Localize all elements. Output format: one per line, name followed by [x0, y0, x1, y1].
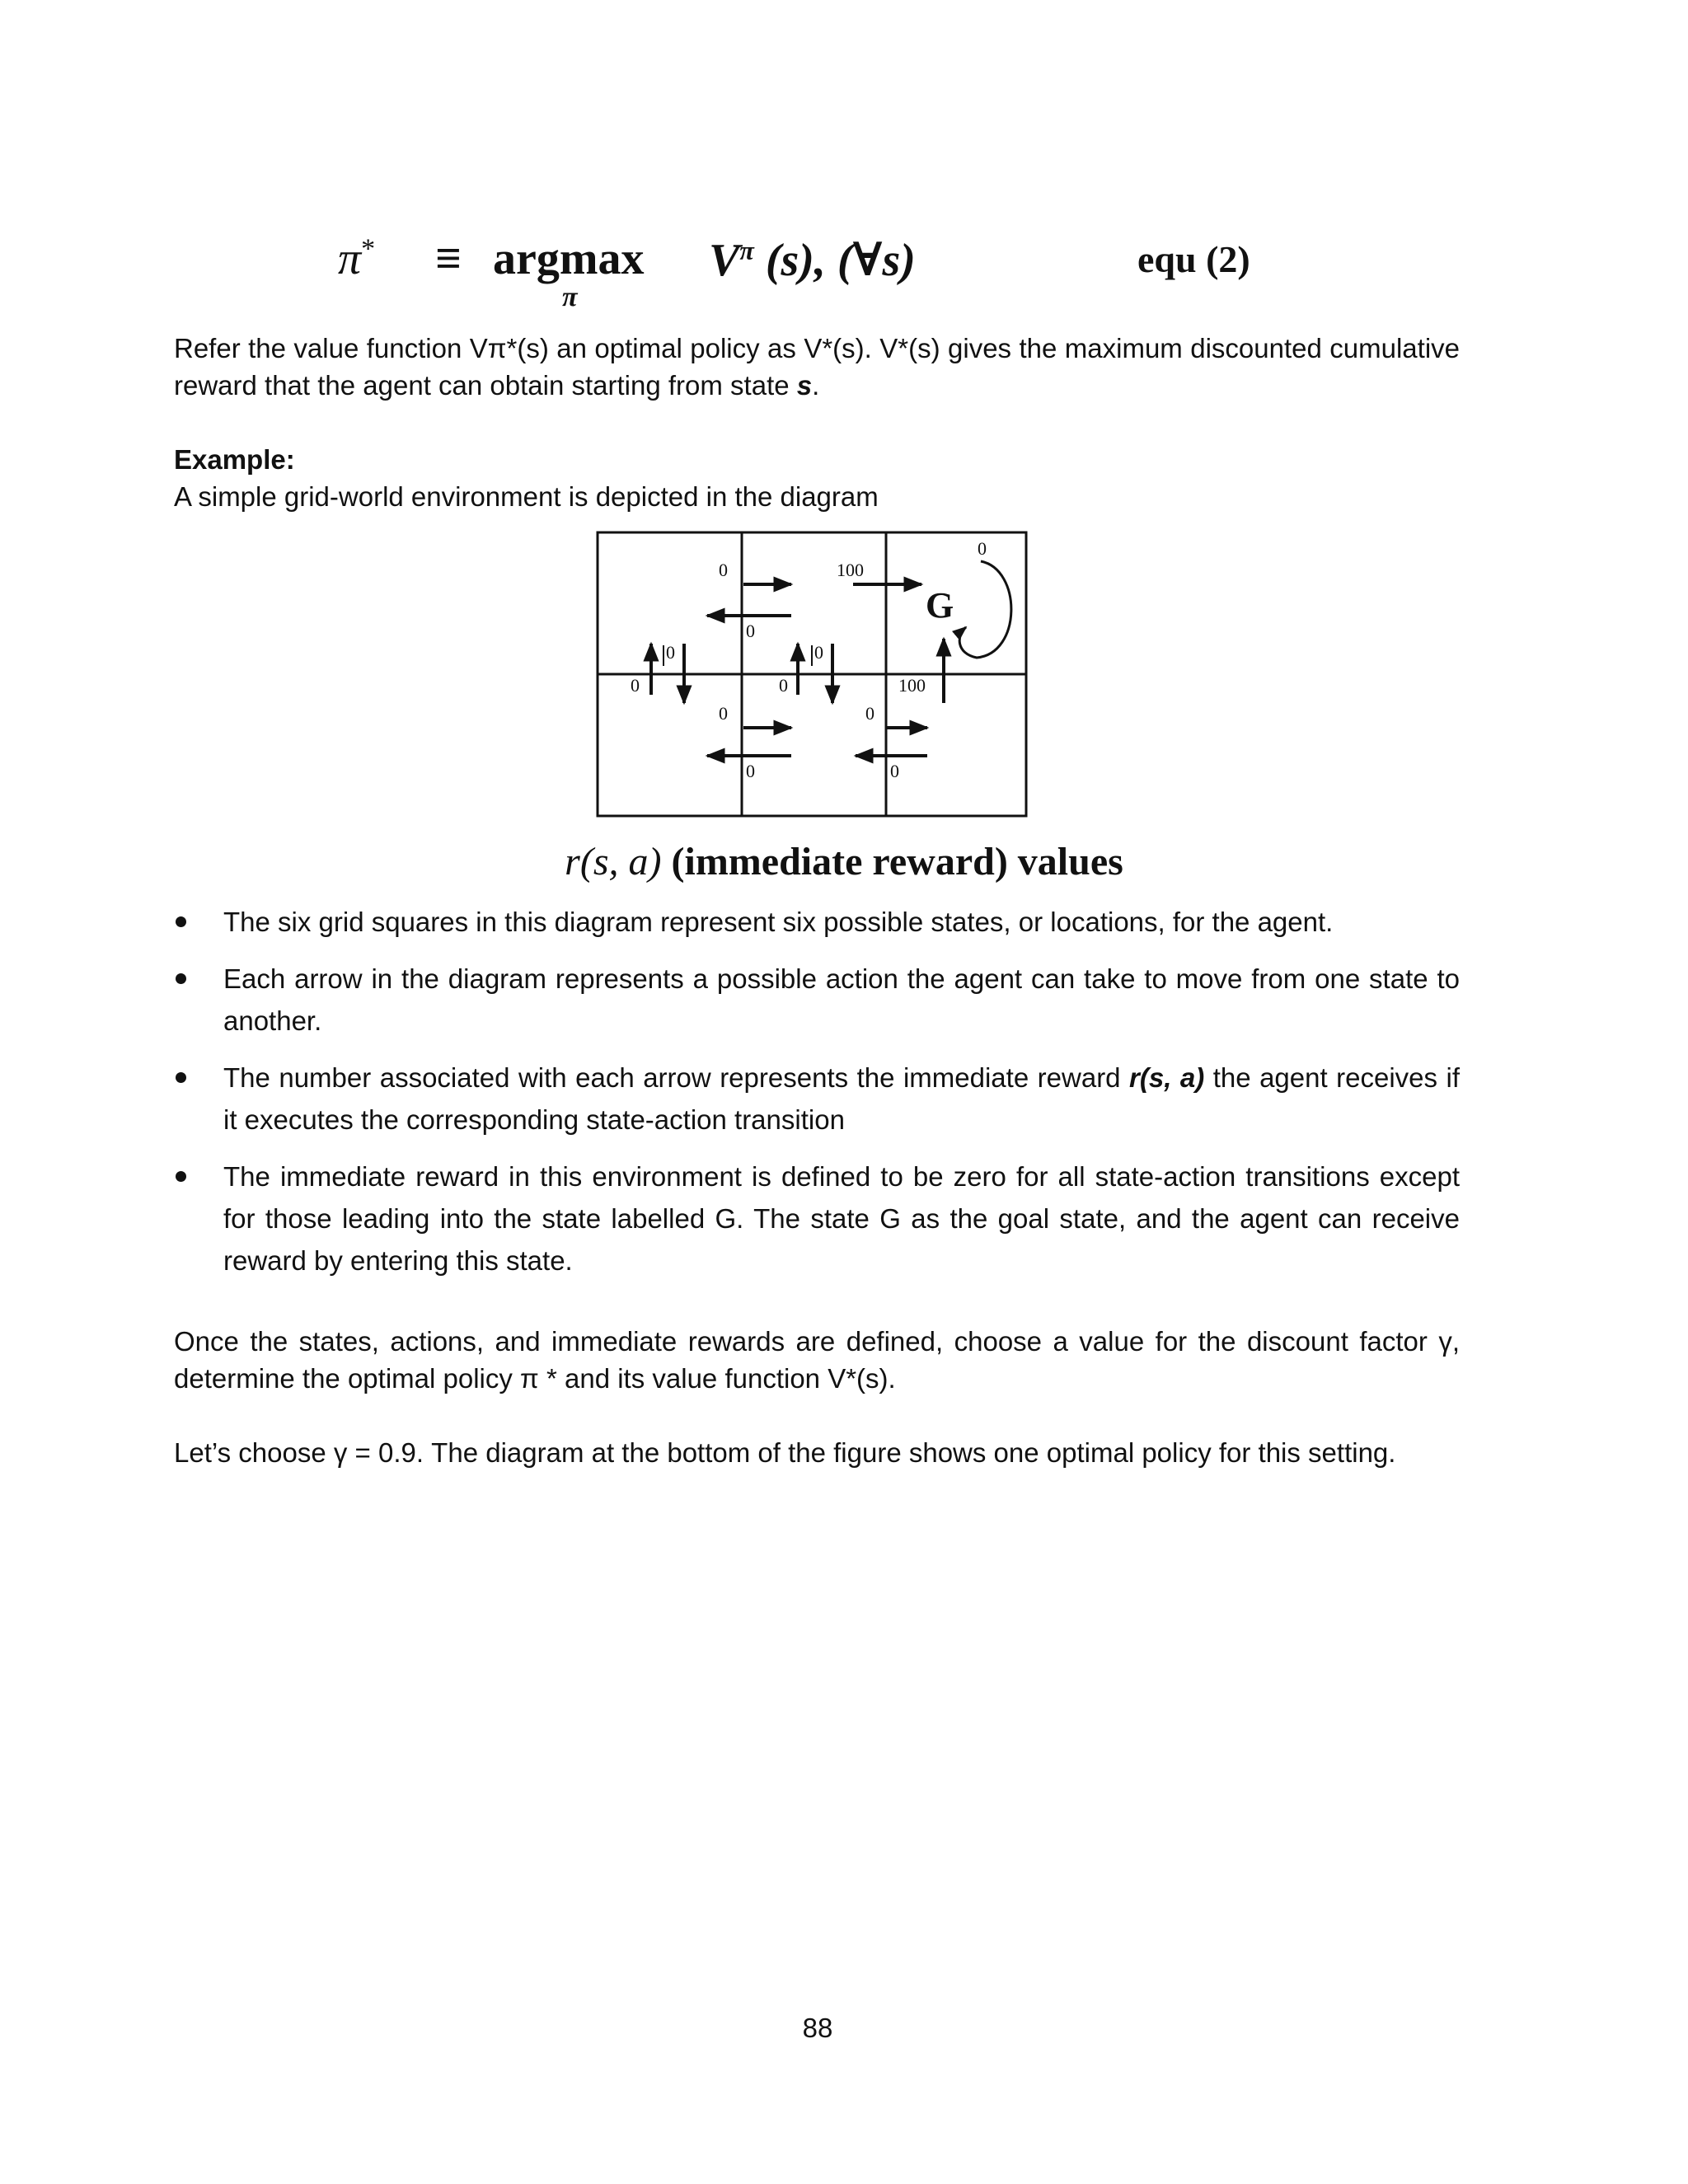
- goal-state-label: G: [926, 585, 954, 626]
- eq-equiv-sign: ≡: [435, 233, 462, 284]
- list-item: The number associated with each arrow represents the immediate reward r(s, a) the agent receives if it executes the corresponding state-action transition: [174, 1057, 1460, 1141]
- example-text: A simple grid-world environment is depicted in the diagram: [174, 481, 879, 512]
- intro-paragraph: Refer the value function Vπ*(s) an optimal policy as V*(s). V*(s) gives the maximum discounted cumulative reward that the agent can obtain starting from state s.: [174, 333, 1460, 401]
- grid-world-diagram: [593, 530, 1030, 818]
- reward-v1-up: 0: [666, 642, 675, 663]
- reward-bot-h2-right: 0: [865, 703, 874, 724]
- reward-goal-loop: 0: [978, 538, 987, 559]
- choose-gamma-paragraph: Let’s choose γ = 0.9. The diagram at the bottom of the figure shows one optimal policy for this setting.: [174, 1437, 1396, 1468]
- reward-v3-up: 100: [898, 675, 926, 696]
- reward-top-h1-right: 0: [719, 560, 728, 580]
- discount-paragraph: Once the states, actions, and immediate rewards are defined, choose a value for the discount factor γ, determine the optimal policy π * and its value function V*(s).: [174, 1326, 1460, 1394]
- page-number: 88: [802, 2013, 833, 2043]
- eq-argmax-subscript: π: [562, 282, 578, 312]
- arrow-goal-loop: [959, 561, 1011, 658]
- figure-caption: r(s, a) (immediate reward) values: [565, 840, 1123, 883]
- reward-top-h2-right: 100: [837, 560, 864, 580]
- example-heading: Example:: [174, 444, 295, 475]
- reward-bot-h1-left: 0: [746, 761, 755, 781]
- equation-2: [338, 232, 1294, 325]
- bullet-icon: [176, 916, 186, 927]
- list-item: Each arrow in the diagram represents a possible action the agent can take to move from one state to another.: [174, 958, 1460, 1042]
- list-item: The immediate reward in this environment is defined to be zero for all state-action transitions except for those leading into the state labelled G. The state G as the goal state, and the agent can receive reward by entering this state.: [174, 1155, 1460, 1282]
- bullet-icon: [176, 1072, 186, 1083]
- list-item: The six grid squares in this diagram represent six possible states, or locations, for the agent.: [174, 901, 1460, 943]
- eq-label: equ (2): [1137, 238, 1250, 280]
- bullet-list: [174, 901, 1460, 1296]
- bullet-icon: [176, 973, 186, 984]
- reward-top-h1-left: 0: [746, 621, 755, 641]
- reward-v2-up: 0: [814, 642, 823, 663]
- reward-v2-down: 0: [779, 675, 788, 696]
- bullet-icon: [176, 1171, 186, 1182]
- eq-argmax: argmax: [493, 233, 645, 284]
- reward-v1-down: 0: [631, 675, 640, 696]
- eq-pi-star: π*: [338, 233, 376, 284]
- reward-bot-h2-left: 0: [890, 761, 899, 781]
- grid-world-figure: [593, 530, 1030, 818]
- reward-bot-h1-right: 0: [719, 703, 728, 724]
- eq-value-function: $V^\pi$ (s), (∀s): [709, 235, 916, 286]
